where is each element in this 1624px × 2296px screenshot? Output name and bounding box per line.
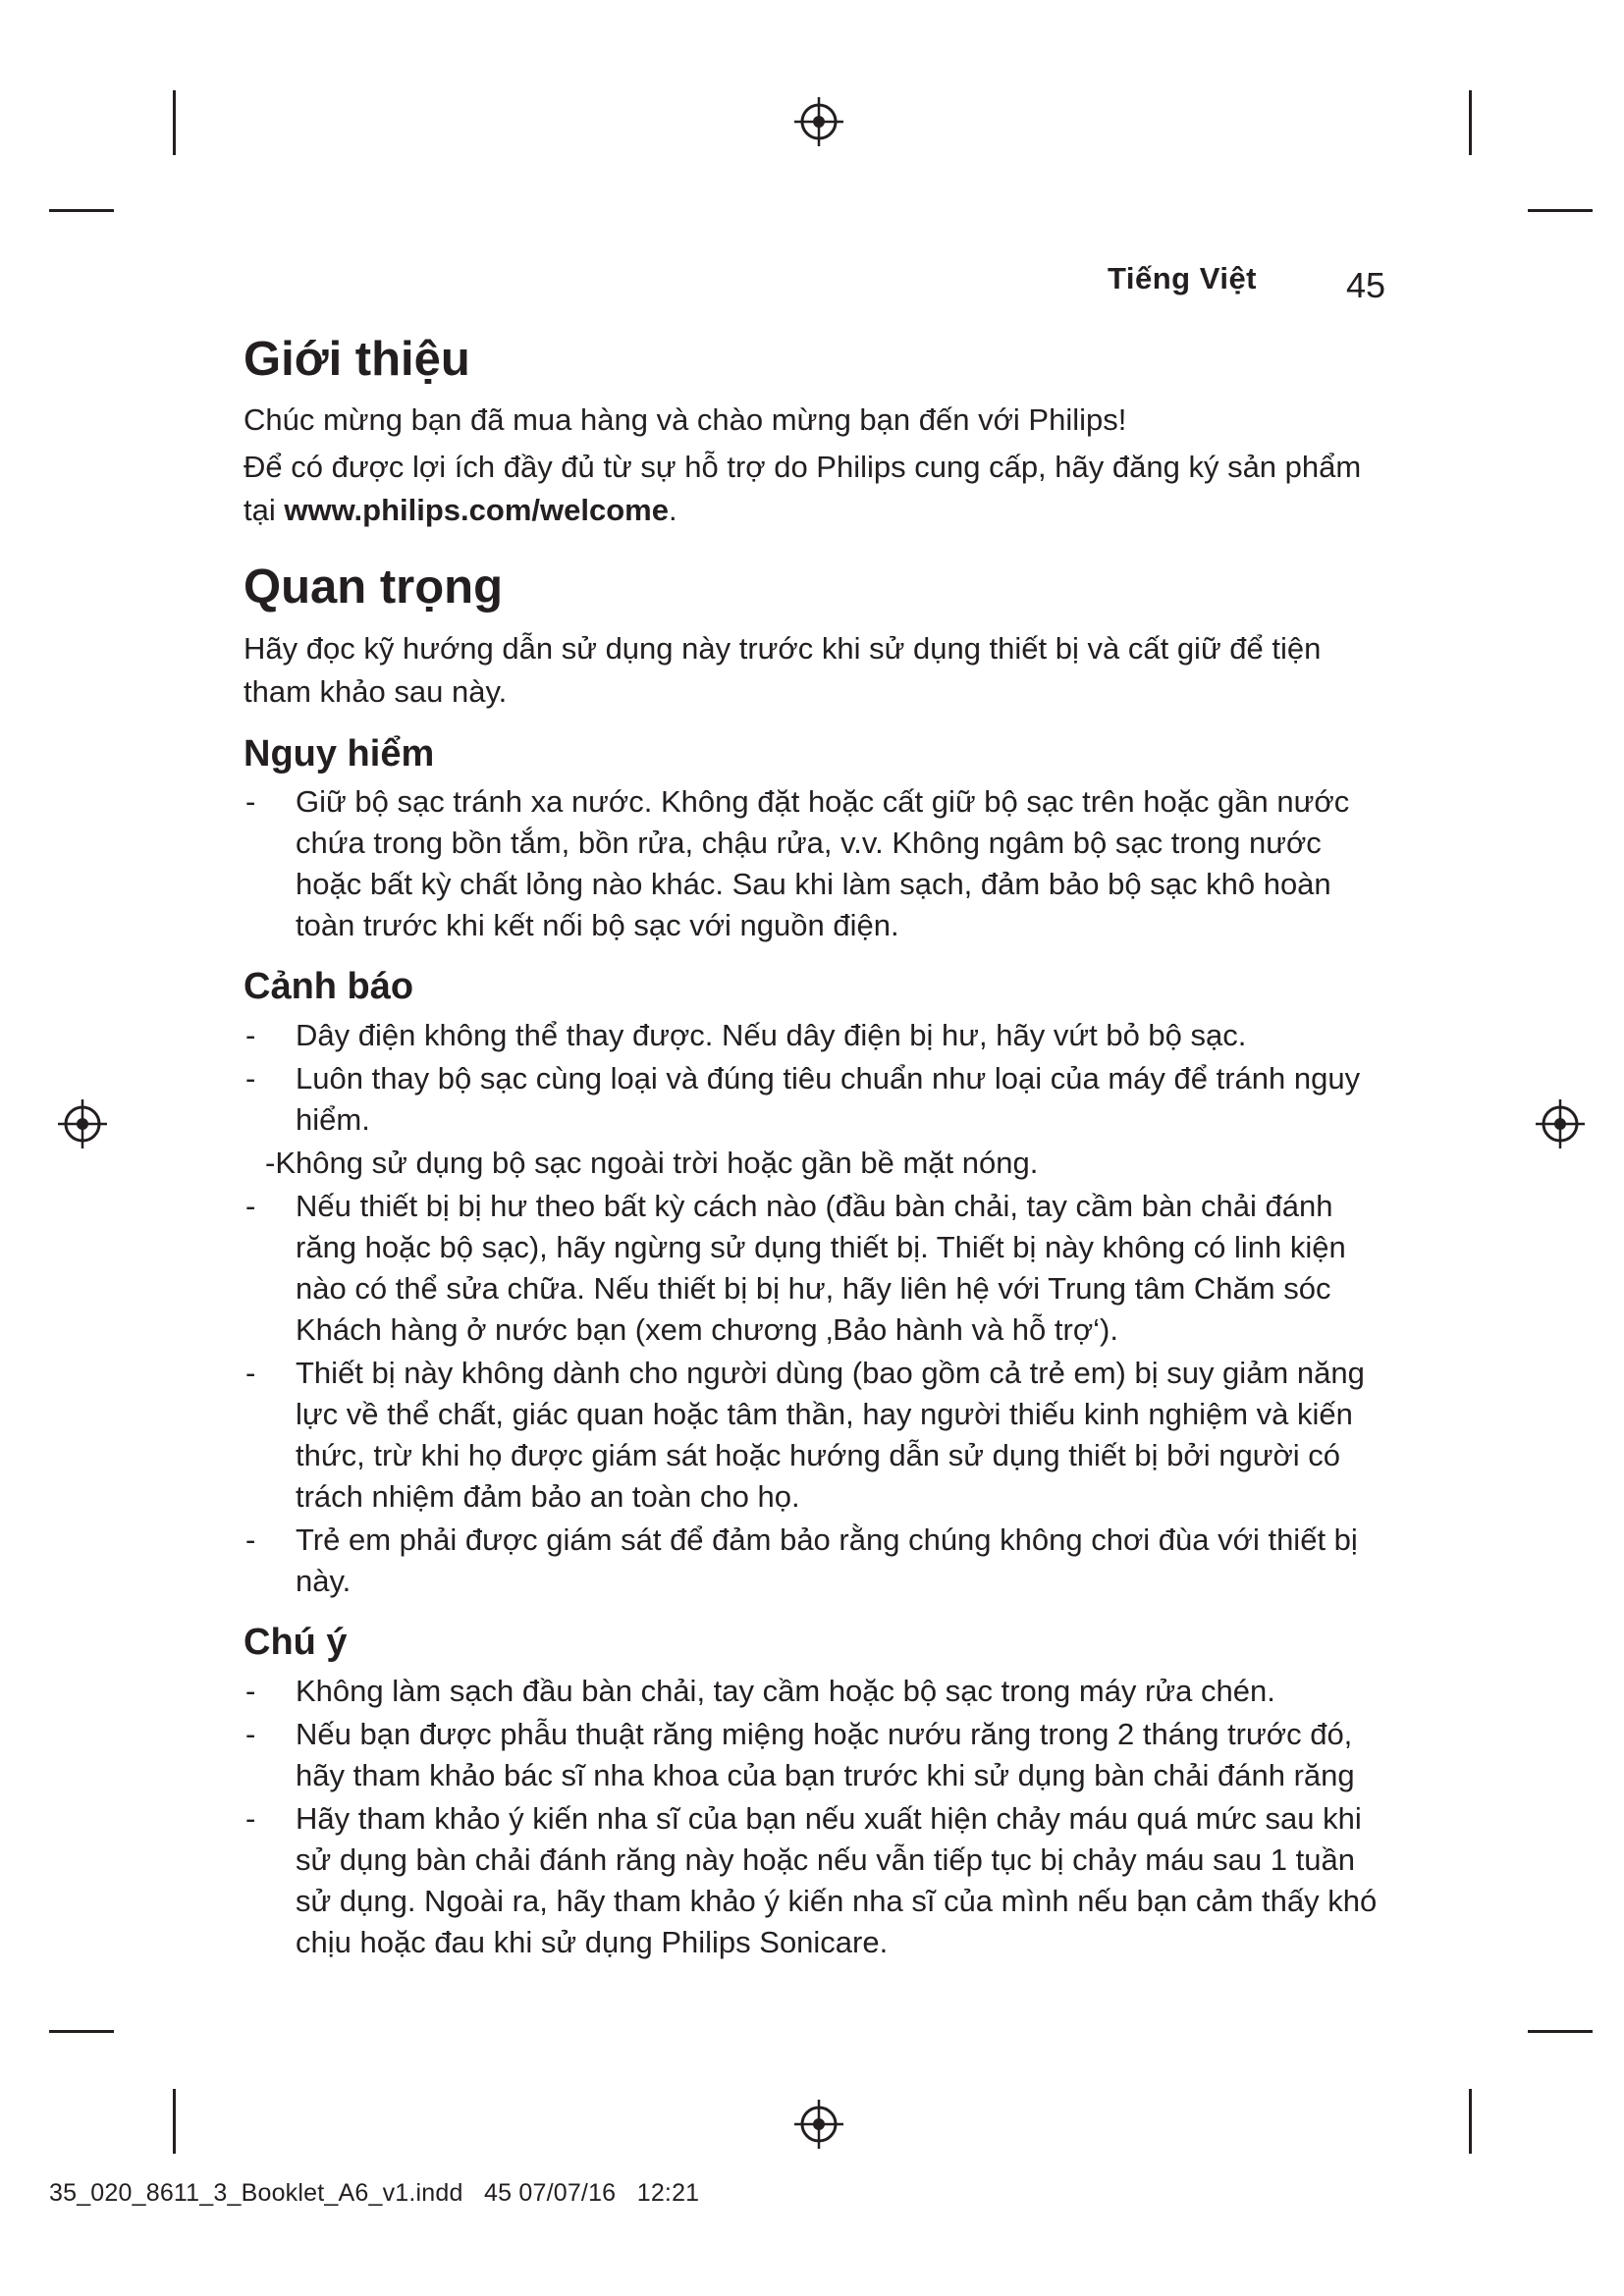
list-item: [244, 1143, 1392, 1184]
list-item: [244, 1058, 1392, 1141]
warning-list: [244, 1015, 1392, 1602]
bullet-dash: -: [245, 1522, 256, 1558]
danger-heading: Nguy hiểm: [244, 732, 435, 774]
crop-mark-bottom-left-horizontal: [49, 2030, 114, 2033]
bullet-dash: -: [245, 1800, 256, 1836]
registration-mark-icon: [1534, 1097, 1587, 1150]
list-item-text: Nếu bạn được phẫu thuật răng miệng hoặc nướu răng trong 2 tháng trước đó, hãy tham khảo bác sĩ nha khoa của bạn trước khi sử dụng bàn chải đánh răng: [296, 1716, 1355, 1792]
list-item-text: Không làm sạch đầu bàn chải, tay cầm hoặc bộ sạc trong máy rửa chén.: [296, 1673, 1275, 1708]
bullet-dash: -: [245, 1189, 256, 1224]
intro-heading: Giới thiệu: [244, 333, 470, 386]
print-slug: 35_020_8611_3_Booklet_A6_v1.indd 45 07/07/16 12:21: [49, 2179, 700, 2207]
register-text-end: .: [668, 493, 677, 528]
registration-mark-icon: [56, 1097, 109, 1150]
important-paragraph: Hãy đọc kỹ hướng dẫn sử dụng này trước khi sử dụng thiết bị và cất giữ để tiện tham khảo sau này.: [244, 630, 1322, 709]
registration-mark-icon: [792, 2098, 845, 2151]
list-item: [244, 1714, 1392, 1796]
important-heading: Quan trọng: [244, 561, 504, 614]
list-item: [244, 1520, 1392, 1602]
bullet-dash: -: [245, 1716, 256, 1751]
crop-mark-bottom-right-horizontal: [1528, 2030, 1593, 2033]
crop-mark-bottom-left-vertical: [173, 2089, 176, 2154]
caution-heading: Chú ý: [244, 1622, 348, 1664]
crop-mark-top-right-vertical: [1469, 90, 1472, 155]
registration-mark-icon: [792, 95, 845, 148]
list-item-text: Trẻ em phải được giám sát để đảm bảo rằng chúng không chơi đùa với thiết bị này.: [296, 1522, 1358, 1599]
list-item-text: Dây điện không thể thay được. Nếu dây điện bị hư, hãy vứt bỏ bộ sạc.: [296, 1018, 1247, 1053]
warning-heading: Cảnh báo: [244, 966, 414, 1008]
list-item-text: Nếu thiết bị bị hư theo bất kỳ cách nào (đầu bàn chải, tay cầm bàn chải đánh răng hoặc bộ sạc), hãy ngừng sử dụng thiết bị. Thiết bị này không có linh kiện nào có thể sửa chữa. Nếu thiết bị bị hư, hãy liên hệ với Trung tâm Chăm sóc Khách hàng ở nước bạn (xem chương ‚Bảo hành và hỗ trợ‘).: [296, 1189, 1346, 1348]
list-item: [244, 781, 1392, 946]
list-item-text: Luôn thay bộ sạc cùng loại và đúng tiêu chuẩn như loại của máy để tránh nguy hiểm.: [296, 1061, 1361, 1138]
intro-paragraph: Chúc mừng bạn đã mua hàng và chào mừng bạn đến với Philips!: [244, 402, 1127, 438]
bullet-dash: -: [245, 1018, 256, 1053]
register-text: Để có được lợi ích đầy đủ từ sự hỗ trợ do Philips cung cấp, hãy đăng ký sản phẩm tại: [244, 450, 1362, 528]
register-paragraph: [244, 446, 1392, 532]
list-item: [244, 1671, 1392, 1712]
caution-list: [244, 1671, 1392, 1963]
list-item-text: -Không sử dụng bộ sạc ngoài trời hoặc gần bề mặt nóng.: [265, 1146, 1039, 1181]
crop-mark-top-left-vertical: [173, 90, 176, 155]
crop-mark-top-left-horizontal: [49, 209, 114, 212]
welcome-link[interactable]: www.philips.com/welcome: [284, 493, 669, 528]
crop-mark-bottom-right-vertical: [1469, 2089, 1472, 2154]
danger-list: [244, 781, 1392, 946]
list-item: [244, 1353, 1392, 1518]
bullet-dash: -: [245, 1356, 256, 1391]
page-content: [244, 332, 1392, 1965]
list-item-text: Giữ bộ sạc tránh xa nước. Không đặt hoặc cất giữ bộ sạc trên hoặc gần nước chứa trong bồn tắm, bồn rửa, chậu rửa, v.v. Không ngâm bộ sạc trong nước hoặc bất kỳ chất lỏng nào khác. Sau khi làm sạch, đảm bảo bộ sạc khô hoàn toàn trước khi kết nối bộ sạc với nguồn điện.: [296, 784, 1350, 943]
list-item-text: Hãy tham khảo ý kiến nha sĩ của bạn nếu xuất hiện chảy máu quá mức sau khi sử dụng bàn chải đánh răng này hoặc nếu vẫn tiếp tục bị chảy máu sau 1 tuần sử dụng. Ngoài ra, hãy tham khảo ý kiến nha sĩ của mình nếu bạn cảm thấy khó chịu hoặc đau khi sử dụng Philips Sonicare.: [296, 1800, 1378, 1959]
list-item: [244, 1015, 1392, 1056]
bullet-dash: -: [245, 784, 256, 820]
bullet-dash: -: [245, 1061, 256, 1096]
list-item: [244, 1798, 1392, 1963]
list-item: [244, 1186, 1392, 1351]
page-number: 45: [1346, 265, 1386, 305]
bullet-dash: -: [245, 1673, 256, 1708]
crop-mark-top-right-horizontal: [1528, 209, 1593, 212]
list-item-text: Thiết bị này không dành cho người dùng (bao gồm cả trẻ em) bị suy giảm năng lực về thể chất, giác quan hoặc tâm thần, hay người thiếu kinh nghiệm và kiến thức, trừ khi họ được giám sát hoặc hướng dẫn sử dụng thiết bị bởi người có trách nhiệm đảm bảo an toàn cho họ.: [296, 1356, 1365, 1515]
running-header-language: Tiếng Việt: [1108, 261, 1258, 295]
